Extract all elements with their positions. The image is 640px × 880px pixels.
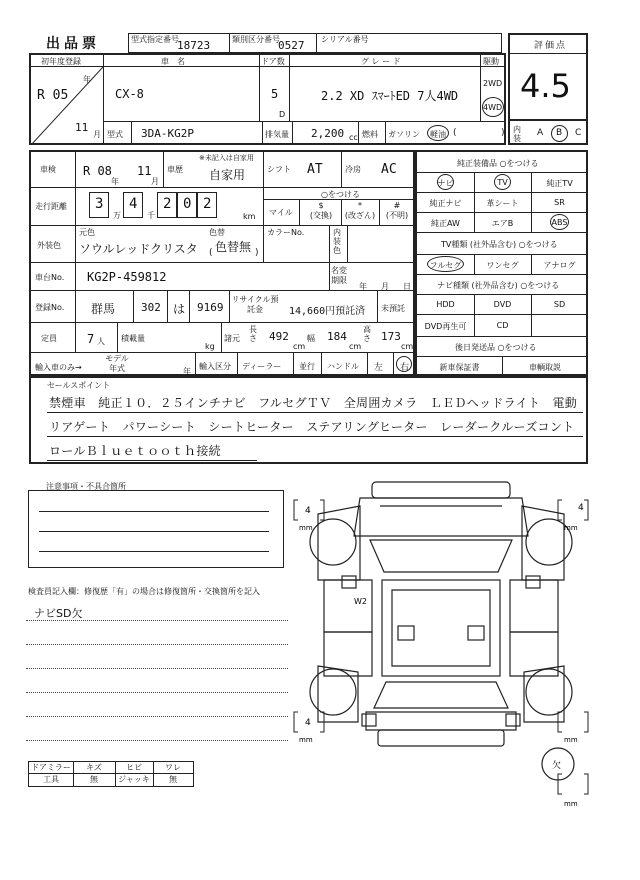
bracket-value-fr: 4 xyxy=(578,503,584,513)
door-label: ドア数 xyxy=(261,57,285,66)
sales-line-3: ロールＢｌｕｅｔｏｏｔｈ接続 xyxy=(49,444,221,458)
score-value: 4.5 xyxy=(520,67,571,105)
bracket-unit-fl: mm xyxy=(299,524,313,532)
equip-sr[interactable]: SR xyxy=(554,198,565,207)
chassis-value: KG2P-459812 xyxy=(87,270,167,284)
orig-color-label: 元色 xyxy=(79,228,95,237)
mile-circle-note: ○をつける xyxy=(321,190,360,199)
shift-label: シフト xyxy=(267,165,291,174)
tv-oneseg[interactable]: ワンセグ xyxy=(486,261,519,270)
interior-color-label: 内装色 xyxy=(333,228,341,255)
swap-option[interactable]: $ (交換) xyxy=(309,201,333,220)
model-year-label: モデル 年式 xyxy=(105,354,129,373)
equipment-table xyxy=(415,150,588,376)
fuel-diesel-circle xyxy=(427,125,449,141)
handle-right[interactable]: 右 xyxy=(400,363,410,373)
missing-items-table xyxy=(28,761,194,787)
equip-navi[interactable]: ナビ xyxy=(437,179,454,188)
reg-class: 302 xyxy=(141,301,161,314)
chassis-label: 車台No. xyxy=(35,273,65,282)
interior-label: 内装 xyxy=(513,125,521,143)
serial-number-box xyxy=(316,33,502,53)
grade-label: グ レ ー ド xyxy=(361,57,401,66)
door-value: 5 xyxy=(271,87,279,101)
interior-grade-box xyxy=(508,119,588,145)
equip-tv[interactable]: TV xyxy=(497,178,508,187)
type-number-box xyxy=(128,33,230,53)
dims-label: 諸元 xyxy=(224,334,240,343)
first-reg-month: 11 xyxy=(75,121,89,134)
inspection-month-unit: 月 xyxy=(151,177,159,186)
equip-label: 純正装備品 ○をつける xyxy=(457,159,539,168)
recycle-value: 14,660円預託済 xyxy=(289,306,366,317)
docs-warranty[interactable]: 新車保証書 xyxy=(439,363,480,372)
model-label: 型式 xyxy=(107,130,123,139)
interior-a[interactable]: A xyxy=(537,128,544,138)
bracket-value-rl: 4 xyxy=(305,718,311,728)
model-value: 3DA-KG2P xyxy=(141,127,194,140)
docs-label: 後日発送品 ○をつける xyxy=(455,343,537,352)
interior-c[interactable]: C xyxy=(575,128,582,138)
disp-value: 2,200 xyxy=(311,127,345,140)
import-class-label: 輸入区分 xyxy=(199,362,231,371)
first-reg-label: 初年度登録 xyxy=(41,57,81,66)
sales-line-2: リアゲート パワーシート シートヒーター ステアリングヒーター レーダークルーズコント xyxy=(49,420,575,434)
bracket-unit-spare: mm xyxy=(564,800,578,806)
load-label: 積載量 xyxy=(121,334,145,343)
door-sub: D xyxy=(279,110,286,119)
notes-box xyxy=(28,490,284,568)
bracket-unit-rl: mm xyxy=(299,736,313,744)
nav-label: ナビ種類 (社外品含む) ○をつける xyxy=(437,281,560,290)
mileage-d2: 4 xyxy=(129,196,138,212)
drive-4wd[interactable]: 4WD xyxy=(483,103,503,112)
unpaid-label[interactable]: 未預託 xyxy=(381,304,405,313)
import-parallel[interactable]: 並行 xyxy=(299,362,315,371)
orig-color-value: ソウルレッドクリスタ xyxy=(79,242,198,256)
first-reg-year-unit: 年 xyxy=(83,75,91,84)
inspection-value: R 08 xyxy=(83,164,112,178)
serial-number-label: シリアル番号 xyxy=(321,35,369,44)
equip-abs[interactable]: ABS xyxy=(551,218,568,227)
mileage-d3: 2 xyxy=(163,196,172,212)
drive-label: 駆動 xyxy=(483,57,499,66)
inspector-label: 検査員記入欄：修復歴「有」の場合は修復箇所・交換箇所を記入 xyxy=(28,587,260,596)
reg-num: 9169 xyxy=(197,301,224,314)
reg-kana: は xyxy=(173,302,186,316)
form-title: 出品票 xyxy=(46,36,100,52)
disp-unit: cc xyxy=(349,133,358,142)
nav-cd[interactable]: CD xyxy=(496,321,509,330)
vehicle-class-value: 自家用 xyxy=(209,168,246,182)
shift-value: AT xyxy=(307,162,323,177)
equip-genuine-navi[interactable]: 純正ナビ xyxy=(429,199,462,208)
ac-value: AC xyxy=(381,162,397,177)
sales-line-1: 禁煙車 純正１０．２５インチナビ フルセグＴＶ 全周囲カメラ ＬＥＤヘッドライト 電動 xyxy=(49,396,578,410)
recycle-label: リサイクル預託金 xyxy=(231,295,279,314)
inspection-year-unit: 年 xyxy=(111,177,119,186)
name-change-label: 名変期限 xyxy=(331,266,347,285)
damage-mark-w2: W2 xyxy=(354,597,367,606)
inspector-note: ナビSD欠 xyxy=(34,607,83,620)
bracket-unit-rr: mm xyxy=(564,736,578,744)
unknown-option[interactable]: # (不明) xyxy=(385,201,409,220)
fuel-diesel[interactable]: 軽油 xyxy=(430,130,446,139)
vehicle-header-box: 初年度登録 年 R 05 11 月 車 名 CX-8 ドア数 5 D グ レ ー ド 2.2 XD ｽﾏｰﾄED 7人4WD 駆動 2WD 4WD 型式 3DA-KG2P 排気量 2,200 cc 燃料 ガソリン 軽油 ( ) xyxy=(29,53,506,145)
color-no-label: カラーNo. xyxy=(267,228,305,237)
missing-h-mirror: ドアミラー xyxy=(31,763,71,772)
vehicle-class-label: 車歴 xyxy=(167,165,183,174)
class-number-label: 類別区分番号 xyxy=(232,35,280,44)
nav-dvd[interactable]: DVD xyxy=(493,300,512,309)
first-reg-month-unit: 月 xyxy=(93,130,101,139)
width-label: 幅 xyxy=(307,334,315,343)
mileage-d1: 3 xyxy=(95,196,104,212)
handle-right-circle xyxy=(396,356,412,372)
sales-label: セールスポイント xyxy=(47,381,111,390)
spare-missing-mark: 欠 xyxy=(552,761,562,771)
inspection-month: 11 xyxy=(137,164,152,178)
mileage-label: 走行距離 xyxy=(35,202,67,211)
missing-h-crack: ヒビ xyxy=(126,763,142,772)
type-number-value: 18723 xyxy=(177,39,211,52)
tamper-option[interactable]: * (改ざん) xyxy=(344,201,376,220)
tv-label: TV種類 (社外品含む) ○をつける xyxy=(441,240,558,249)
car-name-value: CX-8 xyxy=(115,87,144,101)
equip-leather[interactable]: 革シート xyxy=(486,199,519,208)
class-number-value: 0527 xyxy=(278,39,305,52)
nav-hdd[interactable]: HDD xyxy=(436,300,455,309)
import-label: 輸入車のみ→ xyxy=(35,363,82,372)
missing-tools: 工具 xyxy=(43,775,59,784)
car-name-label: 車 名 xyxy=(161,57,185,66)
repaint-value: 色替無 xyxy=(215,240,252,254)
disp-label: 排気量 xyxy=(265,130,289,139)
interior-b-circle xyxy=(551,125,568,142)
mileage-unit: km xyxy=(243,212,256,221)
car-damage-diagram xyxy=(290,476,600,806)
handle-left[interactable]: 左 xyxy=(374,363,384,373)
score-label: 評価点 xyxy=(534,41,568,51)
capacity-value: 7 xyxy=(87,332,95,346)
capacity-label: 定員 xyxy=(41,334,57,343)
len-value: 492 xyxy=(269,330,289,343)
missing-jack-value: 無 xyxy=(169,775,177,784)
bracket-unit-fr: mm xyxy=(564,524,578,532)
missing-jack: ジャッキ xyxy=(118,775,150,784)
reg-area: 群馬 xyxy=(91,302,116,316)
inspection-label: 車検 xyxy=(40,165,56,174)
import-dealer[interactable]: ディーラー xyxy=(242,362,282,371)
mileage-man: 万 xyxy=(113,211,121,220)
tv-fullseg[interactable]: フルセグ xyxy=(429,261,462,270)
height-label: 高さ xyxy=(363,325,371,343)
missing-h-scratch: キズ xyxy=(86,763,102,772)
interior-b[interactable]: B xyxy=(556,128,563,138)
height-value: 173 xyxy=(381,330,401,343)
drive-4wd-circle xyxy=(482,97,504,117)
nav-dvd-play[interactable]: DVD再生可 xyxy=(424,322,467,331)
docs-manual[interactable]: 車輌取説 xyxy=(529,363,561,372)
equip-airbag[interactable]: エアB xyxy=(491,219,514,228)
class-number-box xyxy=(229,33,317,53)
tv-analog[interactable]: アナログ xyxy=(543,261,576,270)
bracket-value-fl: 4 xyxy=(305,506,311,516)
equip-genuine-aw[interactable]: 純正AW xyxy=(431,219,460,228)
drive-2wd[interactable]: 2WD xyxy=(483,79,503,88)
len-label: 長さ xyxy=(249,325,257,343)
sales-points-box xyxy=(29,376,588,464)
nav-sd[interactable]: SD xyxy=(553,300,566,309)
reg-label: 登録No. xyxy=(35,303,65,312)
vehicle-detail-table: 車検 R 08 年 11 月 車歴 ※未記入は自家用 自家用 シフト AT 冷房 AC 走行距離 3 万 4 千 2 0 2 km ○をつける マイル $ (交換) * (改ざん) # (不明) 外装色 元色 ソウルレッドクリスタ 色替 色替無 ( ) カラーNo. 内装色 車台No. KG2P-459812 名変期限 年 月 日 登録No. 群馬 302 は 9169 リサイクル預託金 14,660円預託済 未預託 定員 7 人 積載量 kg 諸元 長さ 492 cm 幅 184 cm 高さ 173 cm 輸入車のみ→ モデル 年式 年 輸入区分 ディーラー 並行 ハンドル 左 右 xyxy=(29,150,415,376)
missing-tools-value: 無 xyxy=(90,775,98,784)
first-reg-era: R 05 xyxy=(37,88,69,103)
vehicle-class-note: ※未記入は自家用 xyxy=(199,154,254,162)
color-label: 外装色 xyxy=(37,241,61,250)
missing-h-break: ワレ xyxy=(165,763,181,772)
fuel-label: 燃料 xyxy=(362,130,378,139)
width-value: 184 xyxy=(327,330,347,343)
handle-label: ハンドル xyxy=(327,362,359,371)
type-number-label: 型式指定番号 xyxy=(131,35,179,44)
fuel-gas[interactable]: ガソリン xyxy=(388,130,420,139)
notes-label: 注意事項・不具合箇所 xyxy=(46,482,126,491)
grade-value: 2.2 XD ｽﾏｰﾄED 7人4WD xyxy=(321,89,459,103)
repaint-label: 色替 xyxy=(209,228,225,237)
mileage-d4: 0 xyxy=(183,196,192,212)
mileage-d5: 2 xyxy=(203,196,212,212)
mile-option[interactable]: マイル xyxy=(269,208,293,217)
ac-label: 冷房 xyxy=(345,165,361,174)
mileage-sen: 千 xyxy=(147,211,155,220)
equip-genuine-tv[interactable]: 純正TV xyxy=(546,179,573,188)
